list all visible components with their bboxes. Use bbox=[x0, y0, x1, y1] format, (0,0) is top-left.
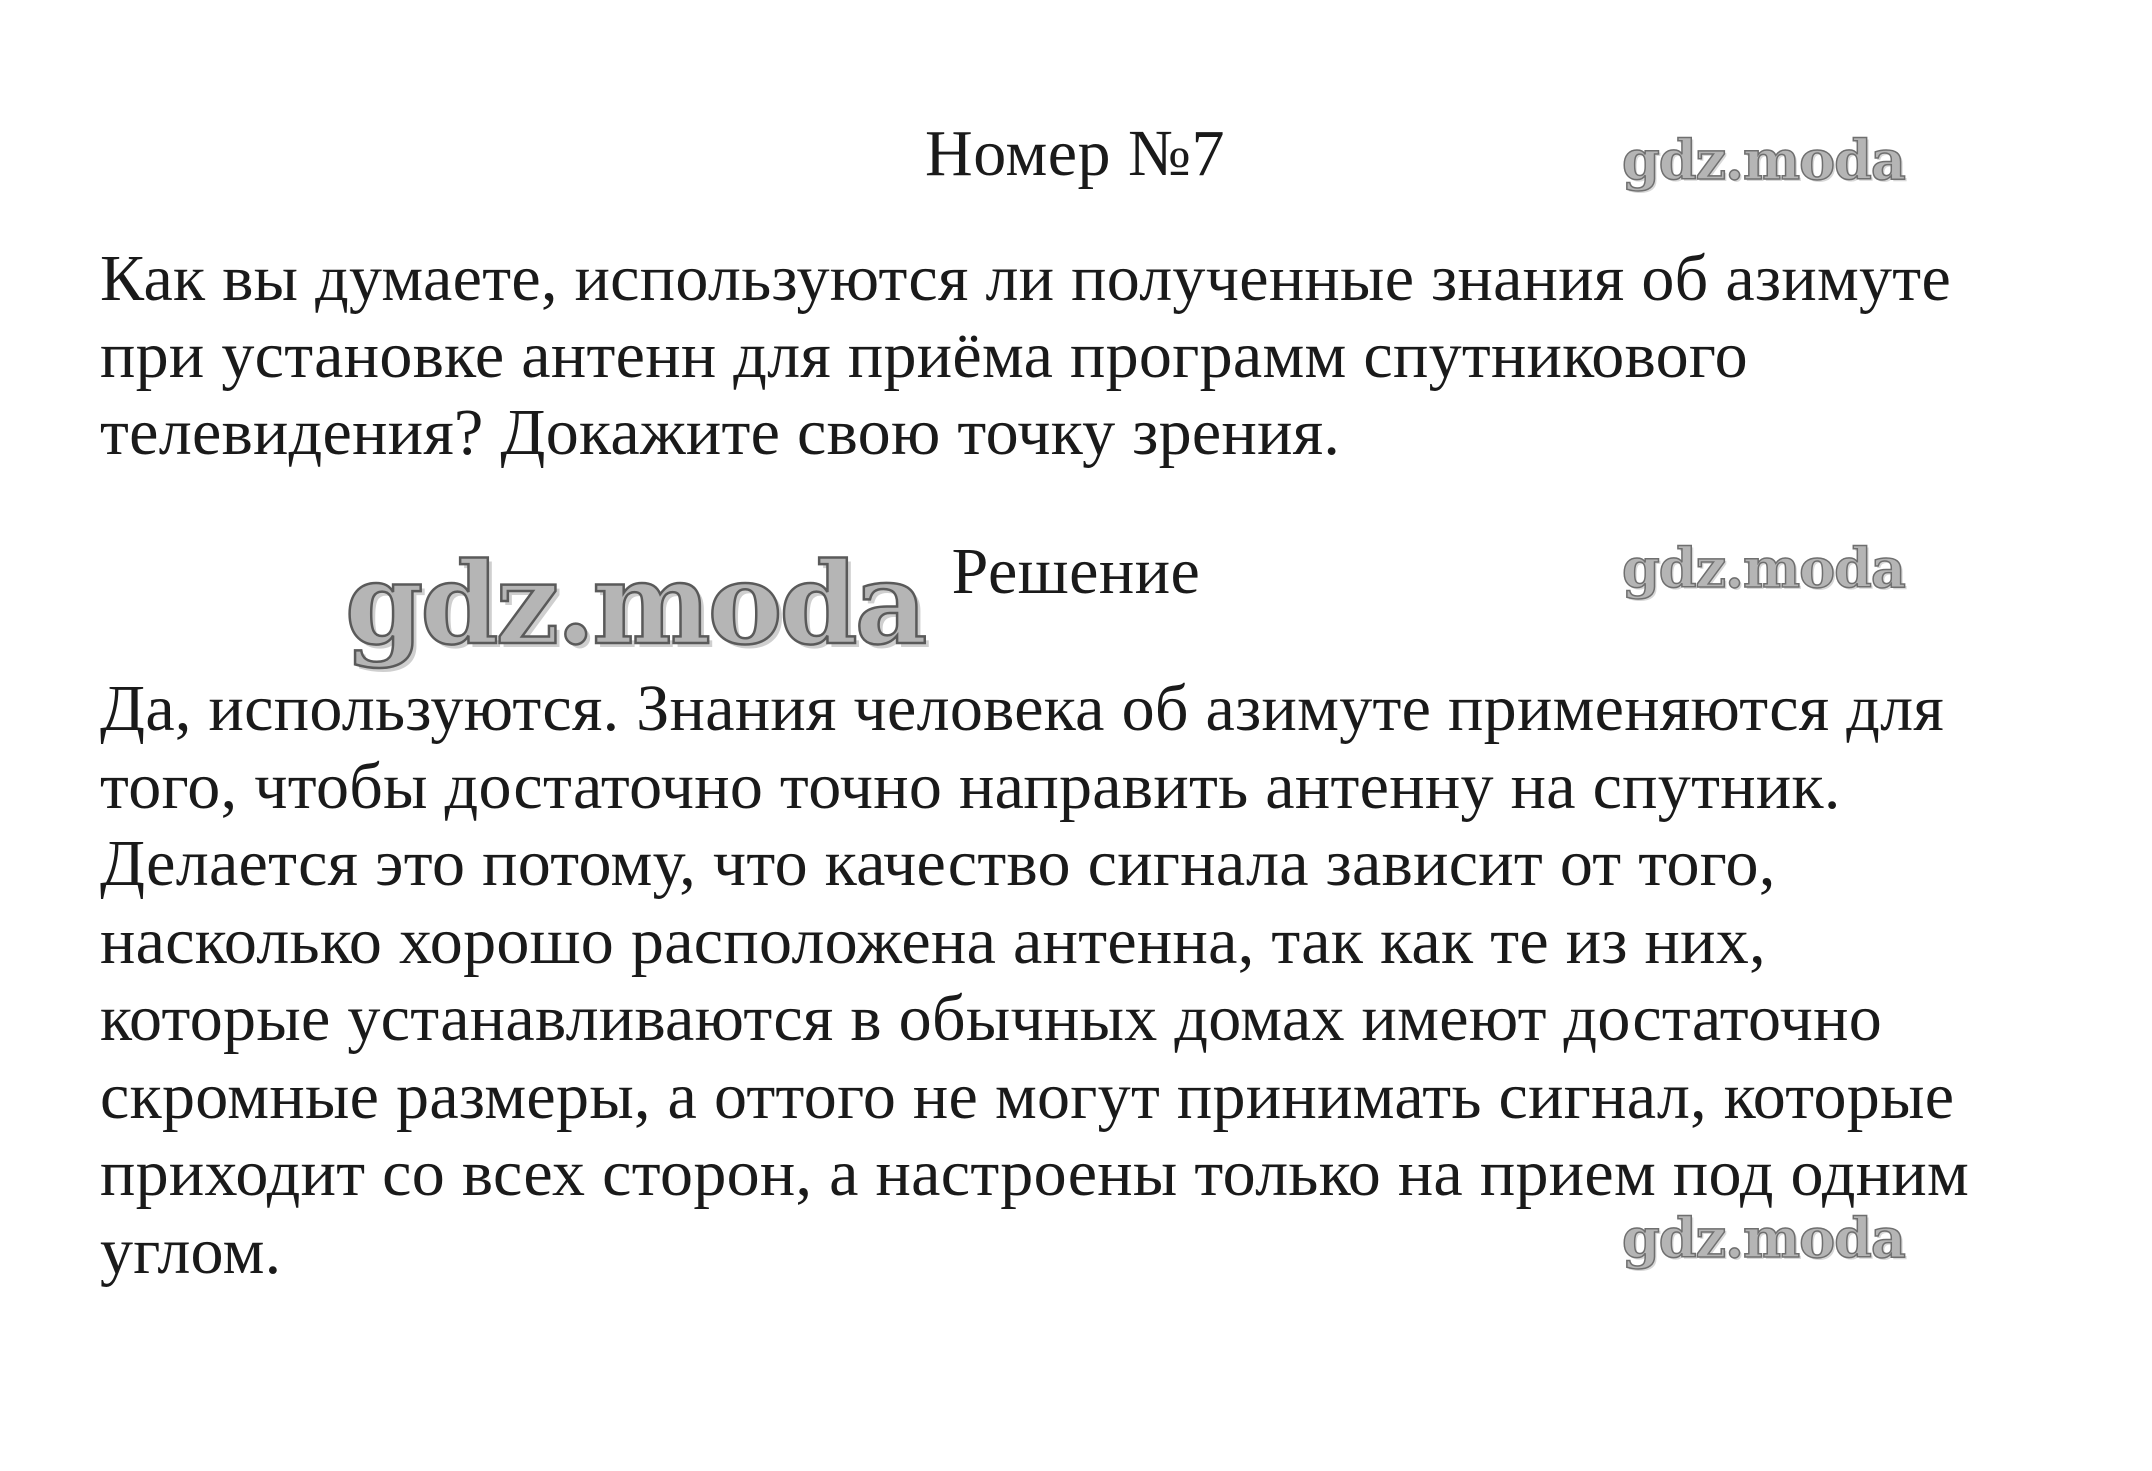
page-title-text: Номер №7 bbox=[925, 117, 1225, 190]
watermark-logo-middle-left: gdz.moda bbox=[345, 539, 925, 670]
solution-heading-text: Решение bbox=[951, 535, 1201, 608]
watermark-logo-top-right: gdz.moda bbox=[1622, 128, 1905, 192]
watermark-logo-middle-right: gdz.moda bbox=[1622, 536, 1905, 600]
question-text: Как вы думаете, используются ли полученные знания об азимуте при установке антенн для приёма программ спутникового телевидения? Докажите свою точку зрения. bbox=[100, 242, 1952, 469]
watermark-logo-bottom-right: gdz.moda bbox=[1622, 1206, 1905, 1270]
answer-text: Да, используются. Знания человека об азимуте применяются для того, чтобы достаточно точно направить антенну на спутник. Делается это потому, что качество сигнала зависит от того, насколько хорошо расположена антенна, так как те из них, которые устанавливаются в обычных домах имеют достаточно скромные размеры, а оттого не могут принимать сигнал, которые приходит со всех сторон, а настроены только на прием под одним углом. bbox=[100, 672, 1970, 1288]
